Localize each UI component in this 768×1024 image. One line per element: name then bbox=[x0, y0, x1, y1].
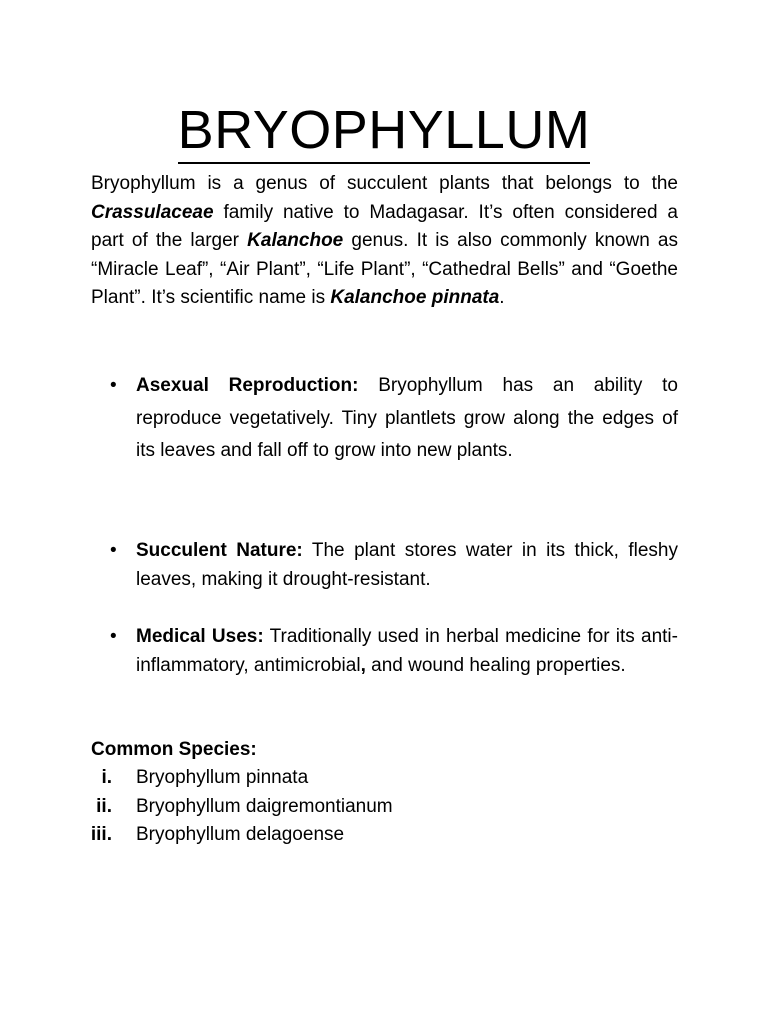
bullet-icon: • bbox=[110, 626, 117, 647]
intro-genus: Kalanchoe bbox=[247, 230, 344, 251]
list-item-name: Bryophyllum delagoense bbox=[136, 824, 345, 845]
intro-text-1: Bryophyllum is a genus of succulent plants that belongs to the bbox=[91, 173, 678, 194]
bullet-succulent-nature bbox=[110, 537, 678, 594]
bullet-comma: , bbox=[360, 654, 366, 676]
intro-text-2: family native to Madagasar. It’s often considered a part of the larger bbox=[91, 201, 678, 251]
intro-paragraph bbox=[91, 170, 678, 313]
title-container bbox=[0, 100, 768, 164]
list-item-number: i. bbox=[101, 767, 112, 788]
list-item-number: ii. bbox=[96, 795, 112, 817]
bullet-text bbox=[136, 370, 678, 468]
list-item-name: Bryophyllum pinnata bbox=[136, 767, 309, 788]
list-item-name: Bryophyllum daigremontianum bbox=[136, 795, 393, 817]
bullet-heading: Medical Uses: bbox=[136, 626, 264, 647]
bullet-body: Bryophyllum has an ability to reproduce vegetatively. Tiny plantlets grow along the edges of its leaves and fall off to grow into new plants. bbox=[136, 375, 678, 461]
bullet-medical-uses bbox=[110, 623, 678, 680]
species-heading: Common Species: bbox=[91, 739, 257, 760]
bullet-asexual-reproduction bbox=[110, 370, 678, 468]
bullet-heading: Succulent Nature: bbox=[136, 540, 303, 561]
intro-family: Crassulaceae bbox=[91, 201, 214, 223]
intro-text-3: genus. It is also commonly known as “Miracle Leaf”, “Air Plant”, “Life Plant”, “Cathedral Bells” and “Goethe Plant”. It’s scientific name is bbox=[91, 230, 678, 308]
bullet-body-1: Traditionally used in herbal medicine for its anti-inflammatory, antimicrobial bbox=[136, 626, 678, 676]
bullet-text bbox=[136, 623, 678, 680]
list-item-number: iii. bbox=[90, 824, 112, 845]
bullet-body: The plant stores water in its thick, fleshy leaves, making it drought-resistant. bbox=[136, 540, 678, 590]
bullet-text bbox=[136, 537, 678, 594]
intro-text-4: . bbox=[499, 287, 505, 308]
bullet-icon: • bbox=[110, 375, 117, 396]
intro-scientific-name: Kalanchoe pinnata bbox=[330, 287, 500, 308]
page-title: BRYOPHYLLUM bbox=[178, 100, 591, 164]
bullet-heading: Asexual Reproduction: bbox=[136, 375, 359, 396]
bullet-body-2: and wound healing properties. bbox=[365, 654, 626, 676]
bullet-icon: • bbox=[110, 540, 117, 561]
